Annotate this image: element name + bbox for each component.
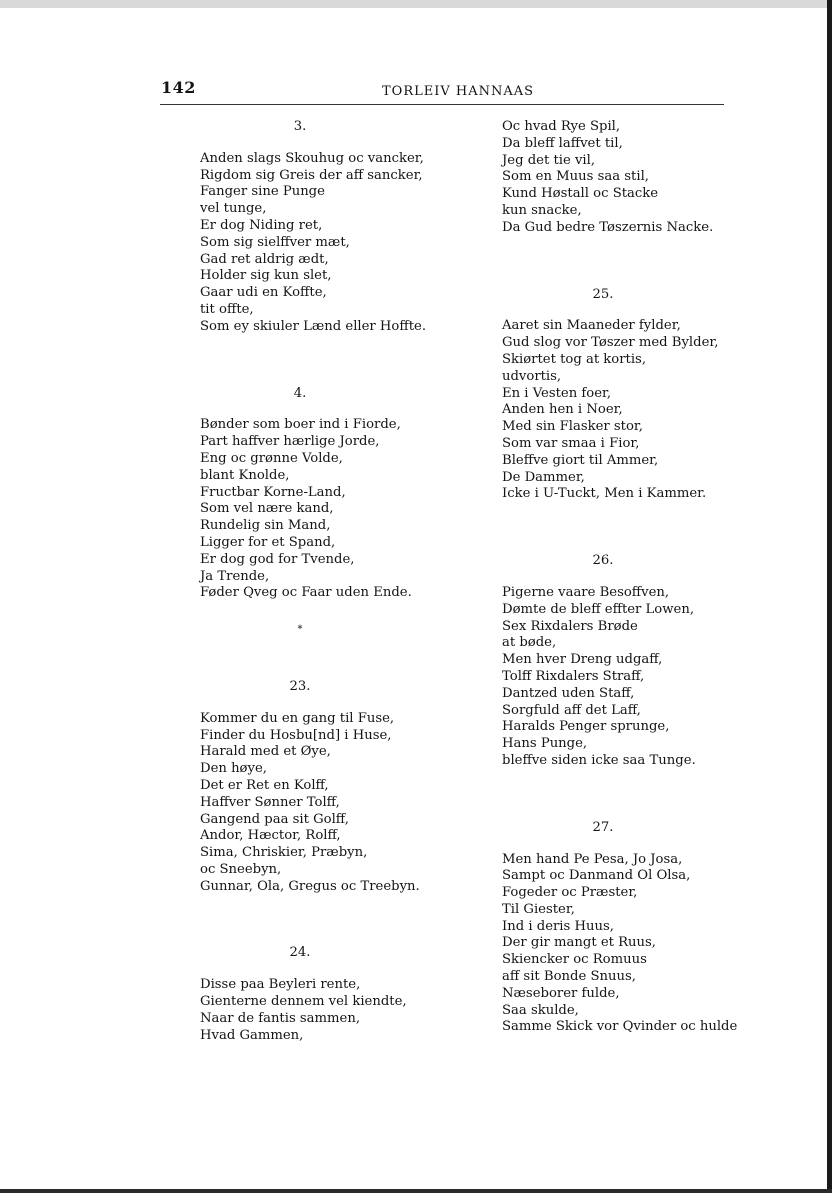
verse-line: Gad ret aldrig ædt, bbox=[200, 251, 329, 267]
verse-line: Til Giester, bbox=[502, 901, 575, 917]
verse-line: Det er Ret en Kolff, bbox=[200, 777, 329, 793]
verse-line: blant Knolde, bbox=[200, 467, 290, 483]
verse-line: Sampt oc Danmand Ol Olsa, bbox=[502, 868, 691, 884]
verse-line: Gud slog vor Tøszer med Bylder, bbox=[502, 335, 719, 351]
stanza-27 bbox=[502, 819, 738, 1037]
verse-line: Disse paa Beyleri rente, bbox=[200, 977, 361, 993]
stanza-gap bbox=[200, 336, 460, 386]
page-number: 142 bbox=[161, 78, 196, 97]
verse-line: Gunnar, Ola, Gregus oc Treebyn. bbox=[200, 878, 420, 894]
verse-line: Skiørtet tog at kortis, bbox=[502, 351, 647, 367]
scan-edge-top bbox=[0, 0, 832, 8]
verse-line: Gienterne dennem vel kiendte, bbox=[200, 994, 407, 1010]
verse-line: Som var smaa i Fior, bbox=[502, 435, 640, 451]
verse-line: Sima, Chriskier, Præbyn, bbox=[200, 845, 368, 861]
verse-line: Bønder som boer ind i Fiorde, bbox=[200, 417, 401, 433]
verse-line: Da Gud bedre Tøszernis Nacke. bbox=[502, 219, 714, 235]
stanza-number: 24. bbox=[289, 945, 311, 961]
verse-line: Som vel nære kand, bbox=[200, 501, 334, 517]
separator-asterisk: * bbox=[297, 624, 303, 636]
verse-line: Andor, Hæctor, Rolff, bbox=[200, 828, 341, 844]
verse-line: Jeg det tie vil, bbox=[502, 152, 596, 168]
verse-line: Hvad Gammen, bbox=[200, 1027, 304, 1043]
verse-line: Som en Muus saa stil, bbox=[502, 169, 649, 185]
verse-line: Ind i deris Huus, bbox=[502, 918, 614, 934]
stanza-gap bbox=[200, 895, 460, 945]
verse-line: Finder du Hosbu[nd] i Huse, bbox=[200, 727, 392, 743]
verse-line: Som sig sielffver mæt, bbox=[200, 234, 350, 250]
stanza-number: 3. bbox=[293, 119, 307, 134]
verse-line: Oc hvad Rye Spil, bbox=[502, 119, 621, 134]
stanza-number: 27. bbox=[592, 819, 614, 835]
verse-line: Rigdom sig Greis der aff sancker, bbox=[200, 167, 423, 183]
verse-line: tit offte, bbox=[200, 301, 254, 317]
verse-line: aff sit Bonde Snuus, bbox=[502, 969, 636, 985]
verse-line: kun snacke, bbox=[502, 202, 582, 218]
verse-line: Med sin Flasker stor, bbox=[502, 419, 643, 435]
verse-line: Gaar udi en Koffte, bbox=[200, 285, 327, 301]
stanza-23 bbox=[200, 679, 460, 896]
verse-line: Anden hen i Noer, bbox=[502, 402, 623, 418]
verse-line: En i Vesten foer, bbox=[502, 385, 612, 401]
stanza-number: 25. bbox=[592, 286, 614, 302]
left-column bbox=[200, 119, 460, 1044]
verse-line: Ligger for et Spand, bbox=[200, 534, 336, 550]
stanza-25 bbox=[502, 287, 727, 504]
verse-line: Er dog god for Tvende, bbox=[200, 551, 355, 567]
verse-line: Dømte de bleff effter Lowen, bbox=[502, 601, 695, 617]
verse-line: Saa skulde, bbox=[502, 1002, 579, 1018]
verse-line: Dantzed uden Staff, bbox=[502, 685, 635, 701]
verse-line: Icke i U-Tuckt, Men i Kammer. bbox=[502, 486, 707, 502]
header-rule bbox=[160, 104, 724, 105]
verse-line: Kund Høstall oc Stacke bbox=[502, 186, 659, 202]
stanza-4 bbox=[200, 386, 460, 603]
verse-line: Sorgfuld aff det Laff, bbox=[502, 702, 641, 718]
verse-line: Naar de fantis sammen, bbox=[200, 1010, 361, 1026]
verse-line: Men hand Pe Pesa, Jo Josa, bbox=[502, 851, 683, 867]
verse-line: Men hver Dreng udgaff, bbox=[502, 652, 663, 668]
verse-line: Som ey skiuler Lænd eller Hoffte. bbox=[200, 318, 427, 334]
verse-line: Hans Punge, bbox=[502, 736, 588, 752]
verse-line: Næseborer fulde, bbox=[502, 985, 620, 1001]
stanza-gap bbox=[502, 770, 727, 820]
stanza-26 bbox=[502, 553, 727, 770]
stanza-number: 23. bbox=[289, 678, 311, 694]
verse-line: Part haffver hærlige Jorde, bbox=[200, 434, 380, 450]
verse-line: Føder Qveg oc Faar uden Ende. bbox=[200, 585, 412, 601]
verse-line: Er dog Niding ret, bbox=[200, 217, 323, 233]
verse-line: oc Sneebyn, bbox=[200, 861, 282, 877]
verse-line: Samme Skick vor Qvinder oc hulde bbox=[502, 1019, 738, 1035]
verse-line: Fructbar Korne-Land, bbox=[200, 484, 346, 500]
verse-line: Sex Rixdalers Brøde bbox=[502, 618, 638, 634]
right-column bbox=[502, 119, 738, 1036]
verse-line: Bleffve giort til Ammer, bbox=[502, 452, 659, 468]
verse-line: Skiencker oc Romuus bbox=[502, 952, 647, 968]
verse-line: Gangend paa sit Golff, bbox=[200, 811, 349, 827]
stanza-gap bbox=[502, 503, 727, 553]
verse-line: Fanger sine Punge bbox=[200, 184, 325, 200]
verse-line: Holder sig kun slet, bbox=[200, 268, 332, 284]
verse-line: Ja Trende, bbox=[200, 568, 270, 584]
stanza-gap bbox=[502, 237, 727, 287]
verse-line: Da bleff laffvet til, bbox=[502, 135, 623, 151]
verse-line: Kommer du en gang til Fuse, bbox=[200, 710, 395, 726]
stanza-24 bbox=[200, 945, 460, 1044]
verse-line: Eng oc grønne Volde, bbox=[200, 450, 343, 466]
verse-line: Tolff Rixdalers Straff, bbox=[502, 668, 645, 684]
verse-line: Pigerne vaare Besoffven, bbox=[502, 584, 670, 600]
stanza-number: 26. bbox=[592, 553, 614, 569]
verse-line: Haralds Penger sprunge, bbox=[502, 719, 670, 735]
verse-line: vel tunge, bbox=[200, 201, 267, 217]
verse-line: Den høye, bbox=[200, 761, 267, 777]
stanza-3 bbox=[200, 119, 460, 336]
verse-line: Der gir mangt et Ruus, bbox=[502, 935, 656, 951]
stanza-gap bbox=[200, 639, 460, 679]
verse-line: udvortis, bbox=[502, 368, 562, 384]
verse-line: Anden slags Skouhug oc vancker, bbox=[200, 150, 424, 166]
verse-line: Haffver Sønner Tolff, bbox=[200, 794, 340, 810]
running-title: TORLEIV HANNAAS bbox=[382, 84, 535, 99]
verse-line: Harald med et Øye, bbox=[200, 744, 331, 760]
verse-line: Aaret sin Maaneder fylder, bbox=[502, 318, 681, 334]
verse-line: at bøde, bbox=[502, 635, 557, 651]
scan-edge-right bbox=[827, 0, 832, 1193]
scan-edge-bottom bbox=[0, 1189, 832, 1193]
verse-line: bleffve siden icke saa Tunge. bbox=[502, 752, 696, 768]
verse-line: De Dammer, bbox=[502, 469, 585, 485]
stanza-24-continuation bbox=[502, 119, 727, 237]
verse-line: Rundelig sin Mand, bbox=[200, 518, 331, 534]
verse-line: Fogeder oc Præster, bbox=[502, 885, 638, 901]
stanza-number: 4. bbox=[293, 385, 307, 401]
